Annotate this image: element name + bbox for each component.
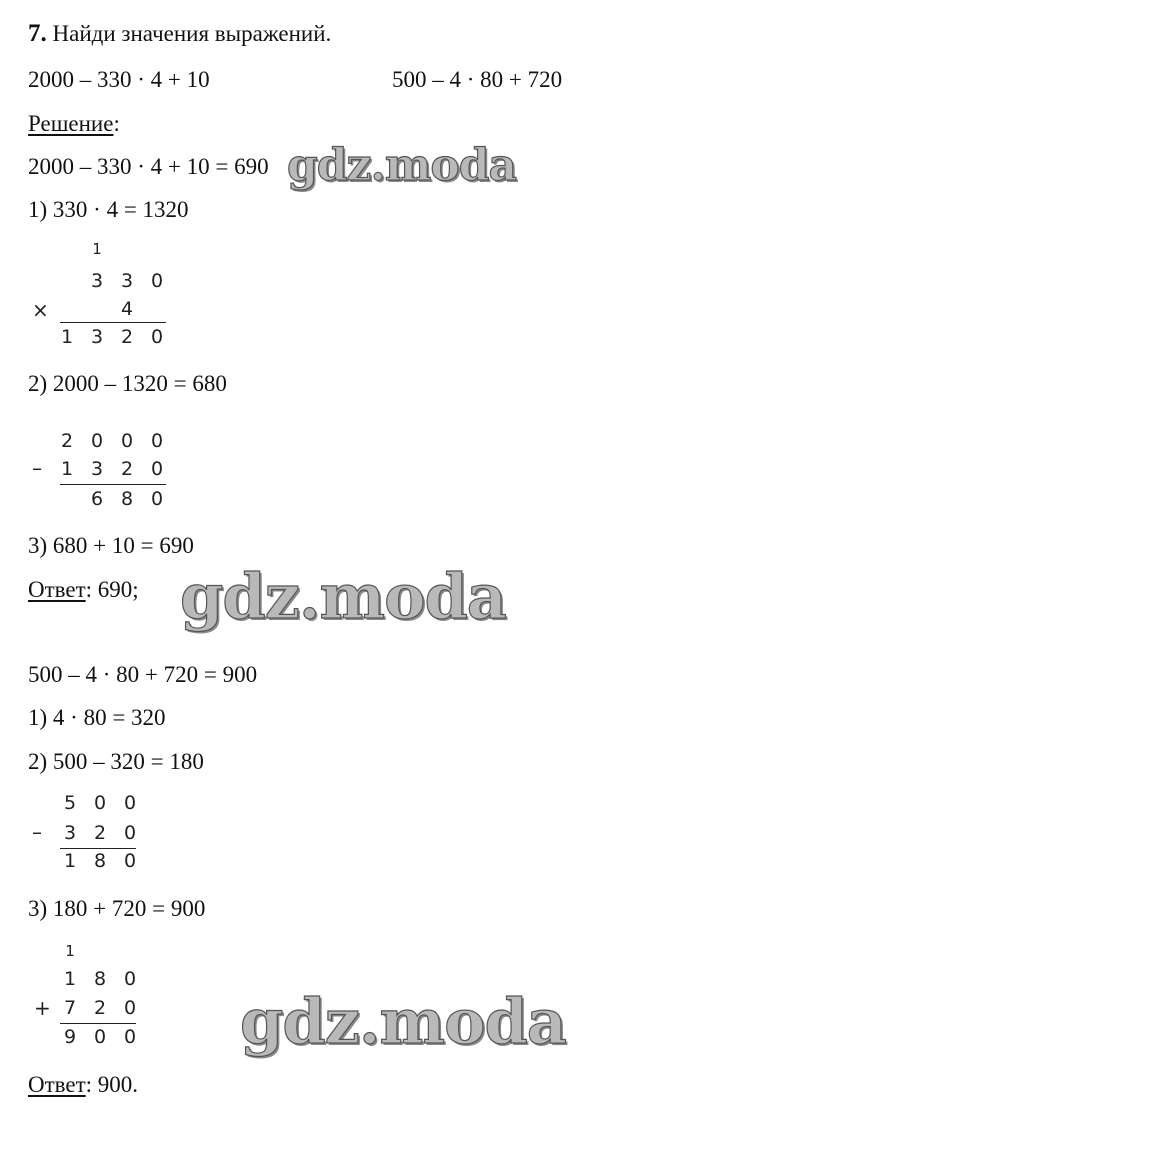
digit: 0	[150, 488, 164, 510]
digit: 2	[93, 997, 107, 1019]
minus-sign: –	[32, 820, 42, 844]
digit: 9	[63, 1026, 77, 1048]
task-header	[28, 21, 331, 47]
digit: 0	[150, 458, 164, 480]
digit: 0	[150, 430, 164, 452]
watermark-logo: gdz.moda	[287, 140, 517, 191]
result-line	[60, 322, 166, 323]
part2-step1: 1) 4 · 80 = 320	[28, 705, 166, 730]
digit: 3	[90, 270, 104, 292]
digit: 3	[63, 822, 77, 844]
digit: 0	[93, 1026, 107, 1048]
carry-digit: 1	[92, 240, 102, 258]
plus-sign: +	[34, 996, 51, 1020]
part2-step2: 2) 500 – 320 = 180	[28, 749, 204, 774]
result-line	[60, 484, 166, 485]
multiply-sign: ×	[32, 298, 49, 322]
part1-equation: 2000 – 330 · 4 + 10 = 690	[28, 154, 269, 179]
digit: 2	[120, 458, 134, 480]
digit: 0	[150, 270, 164, 292]
task-number: 7.	[28, 20, 47, 47]
part1-step3: 3) 680 + 10 = 690	[28, 533, 194, 558]
result-line	[60, 848, 136, 849]
part2-step3: 3) 180 + 720 = 900	[28, 896, 206, 921]
digit: 0	[120, 430, 134, 452]
digit: 0	[123, 997, 137, 1019]
part1-step2: 2) 2000 – 1320 = 680	[28, 371, 227, 396]
minus-sign: –	[32, 456, 42, 480]
digit: 5	[63, 792, 77, 814]
multiplication-column	[32, 236, 182, 356]
solution-colon: :	[113, 111, 120, 136]
carry-digit: 1	[65, 942, 75, 960]
watermark-logo: gdz.moda	[180, 560, 506, 633]
digit: 0	[123, 1026, 137, 1048]
digit: 0	[93, 792, 107, 814]
part2-answer	[28, 1072, 138, 1098]
digit: 1	[63, 968, 77, 990]
result-line	[60, 1023, 136, 1024]
digit: 6	[90, 488, 104, 510]
subtraction-column-1	[32, 428, 182, 518]
subtraction-column-2	[32, 790, 152, 880]
digit: 2	[93, 822, 107, 844]
solution-heading	[28, 111, 120, 137]
watermark-logo: gdz.moda	[240, 985, 566, 1058]
digit: 1	[60, 326, 74, 348]
part1-answer	[28, 577, 139, 603]
digit: 3	[90, 458, 104, 480]
expression-2: 500 – 4 · 80 + 720	[392, 67, 563, 92]
digit: 2	[60, 430, 74, 452]
expression-1: 2000 – 330 · 4 + 10	[28, 67, 210, 92]
digit: 0	[123, 792, 137, 814]
digit: 0	[150, 326, 164, 348]
digit: 1	[60, 458, 74, 480]
digit: 8	[120, 488, 134, 510]
digit: 3	[120, 270, 134, 292]
digit: 1	[63, 850, 77, 872]
answer-value: : 900.	[85, 1072, 139, 1097]
digit: 0	[123, 850, 137, 872]
task-title: Найди значения выражений.	[52, 21, 332, 46]
digit: 8	[93, 968, 107, 990]
digit: 0	[123, 968, 137, 990]
digit: 8	[93, 850, 107, 872]
part2-equation: 500 – 4 · 80 + 720 = 900	[28, 662, 258, 687]
addition-column	[34, 938, 152, 1058]
digit: 0	[90, 430, 104, 452]
answer-label: Ответ	[28, 577, 86, 602]
part1-step1: 1) 330 · 4 = 1320	[28, 197, 189, 222]
digit: 7	[63, 997, 77, 1019]
digit: 4	[120, 298, 134, 320]
digit: 3	[90, 326, 104, 348]
digit: 0	[123, 822, 137, 844]
answer-value: : 690;	[85, 577, 139, 602]
answer-label: Ответ	[28, 1072, 86, 1097]
digit: 2	[120, 326, 134, 348]
solution-label: Решение	[28, 111, 114, 136]
